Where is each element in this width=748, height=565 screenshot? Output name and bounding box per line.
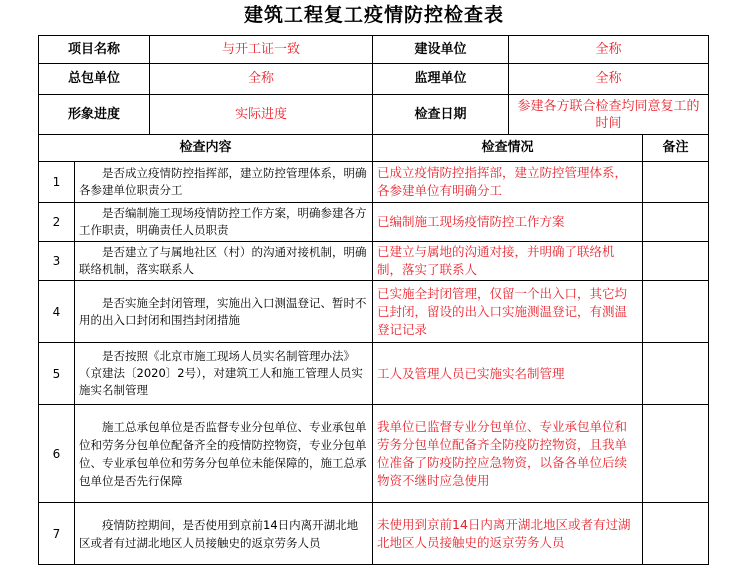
row-number: 2	[39, 203, 75, 242]
row-result: 已编制施工现场疫情防控工作方案	[373, 203, 643, 242]
info-row-progress	[39, 95, 709, 135]
progress-value: 实际进度	[150, 95, 373, 135]
progress-label: 形象进度	[39, 95, 150, 135]
check-date-value: 参建各方联合检查均同意复工的时间	[509, 95, 709, 135]
row-content: 是否实施全封闭管理，实施出入口测温登记、暂时不用的出入口封闭和围挡封闭措施	[75, 281, 373, 343]
row-remark	[643, 405, 709, 503]
row-number: 4	[39, 281, 75, 343]
header-row	[39, 135, 709, 162]
row-content: 施工总承包单位是否监督专业分包单位、专业承包单位和劳务分包单位配备齐全的疫情防控物资，专业分包单位、专业承包单位和劳务分包单位未能保障的，施工总承包单位是否先行保障	[75, 405, 373, 503]
row-result: 已成立疫情防控指挥部，建立防控管理体系，各参建单位有明确分工	[373, 162, 643, 203]
row-result: 已实施全封闭管理，仅留一个出入口，其它均已封闭，留设的出入口实施测温登记，有测温登记记录	[373, 281, 643, 343]
header-content: 检查内容	[39, 135, 373, 162]
inspection-table	[38, 35, 709, 565]
project-name-label: 项目名称	[39, 36, 150, 64]
table-row	[39, 343, 709, 405]
row-remark	[643, 242, 709, 281]
row-content: 是否成立疫情防控指挥部，建立防控管理体系，明确各参建单位职责分工	[75, 162, 373, 203]
supervisor-value: 全称	[509, 64, 709, 95]
row-content: 疫情防控期间，是否使用到京前14日内离开湖北地区或者有过湖北地区人员接触史的返京劳务人员	[75, 503, 373, 565]
info-row-contractor	[39, 64, 709, 95]
header-remark: 备注	[643, 135, 709, 162]
row-number: 7	[39, 503, 75, 565]
header-situation: 检查情况	[373, 135, 643, 162]
row-number: 5	[39, 343, 75, 405]
row-number: 1	[39, 162, 75, 203]
row-result: 我单位已监督专业分包单位、专业承包单位和劳务分包单位配备齐全防疫防控物资，且我单位准备了防疫防控应急物资，以备各单位后续物资不继时应急使用	[373, 405, 643, 503]
row-content: 是否建立了与属地社区（村）的沟通对接机制，明确联络机制，落实联系人	[75, 242, 373, 281]
row-result: 工人及管理人员已实施实名制管理	[373, 343, 643, 405]
row-number: 6	[39, 405, 75, 503]
table-row	[39, 281, 709, 343]
row-result: 已建立与属地的沟通对接，并明确了联络机制，落实了联系人	[373, 242, 643, 281]
row-number: 3	[39, 242, 75, 281]
check-date-label: 检查日期	[373, 95, 509, 135]
info-row-project	[39, 36, 709, 64]
row-content: 是否按照《北京市施工现场人员实名制管理办法》（京建法〔2020〕2号），对建筑工人和施工管理人员实施实名制管理	[75, 343, 373, 405]
builder-value: 全称	[509, 36, 709, 64]
row-result: 未使用到京前14日内离开湖北地区或者有过湖北地区人员接触史的返京劳务人员	[373, 503, 643, 565]
table-row	[39, 405, 709, 503]
table-row	[39, 242, 709, 281]
table-row	[39, 162, 709, 203]
row-remark	[643, 203, 709, 242]
contractor-label: 总包单位	[39, 64, 150, 95]
supervisor-label: 监理单位	[373, 64, 509, 95]
table-row	[39, 503, 709, 565]
row-content: 是否编制施工现场疫情防控工作方案，明确参建各方工作职责，明确责任人员职责	[75, 203, 373, 242]
contractor-value: 全称	[150, 64, 373, 95]
builder-label: 建设单位	[373, 36, 509, 64]
row-remark	[643, 343, 709, 405]
table-row	[39, 203, 709, 242]
row-remark	[643, 503, 709, 565]
page-title: 建筑工程复工疫情防控检查表	[243, 4, 504, 26]
row-remark	[643, 162, 709, 203]
row-remark	[643, 281, 709, 343]
project-name-value: 与开工证一致	[150, 36, 373, 64]
